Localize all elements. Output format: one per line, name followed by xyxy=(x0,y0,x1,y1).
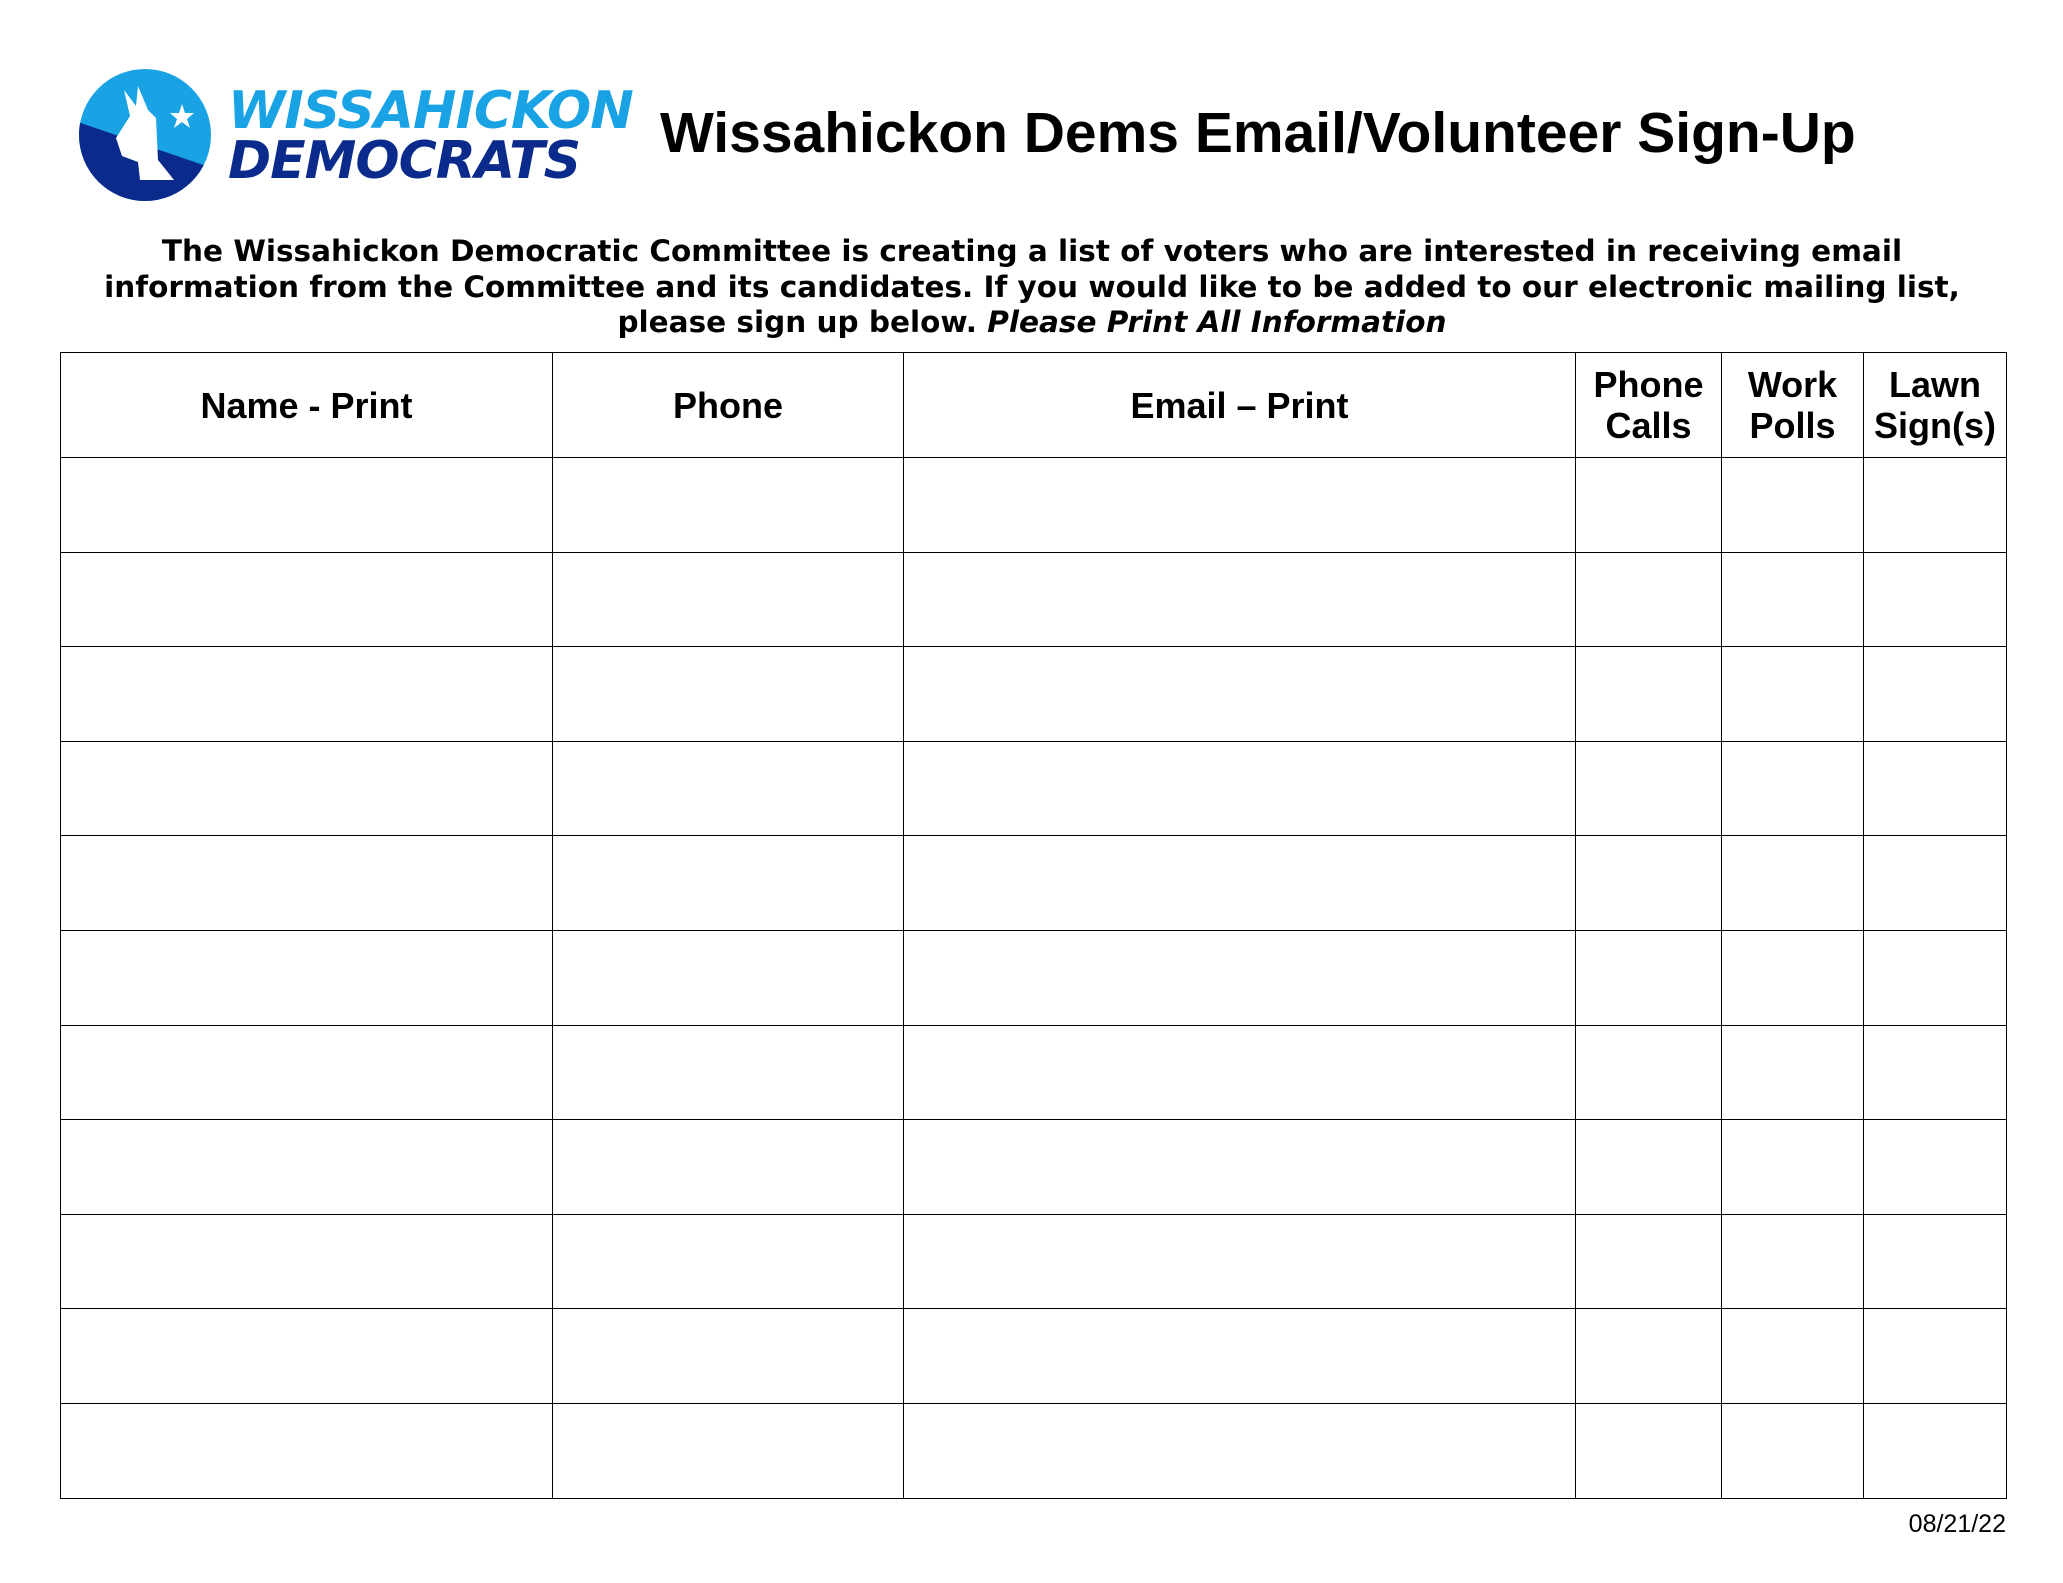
cell-work-polls xyxy=(1722,1120,1864,1215)
cell-work-polls xyxy=(1722,1403,1864,1498)
cell-name xyxy=(61,930,553,1025)
logo-wordmark xyxy=(228,81,633,191)
cell-phone xyxy=(553,647,904,742)
cell-email xyxy=(904,1025,1576,1120)
cell-phone xyxy=(553,741,904,836)
cell-phone xyxy=(553,836,904,931)
table-row xyxy=(61,836,2007,931)
header-phone xyxy=(553,353,904,458)
logo xyxy=(78,68,638,203)
cell-work-polls xyxy=(1722,930,1864,1025)
table-row xyxy=(61,1309,2007,1404)
cell-work-polls xyxy=(1722,458,1864,553)
cell-name xyxy=(61,647,553,742)
header-phone-calls-line2: Calls xyxy=(1605,405,1692,446)
signup-table-body xyxy=(61,458,2007,1499)
cell-name xyxy=(61,836,553,931)
cell-phone-calls xyxy=(1576,930,1722,1025)
table-row xyxy=(61,1025,2007,1120)
header-email-print xyxy=(904,353,1576,458)
header-lawn-signs xyxy=(1864,353,2007,458)
intro-emphasis: Please Print All Information xyxy=(987,305,1447,339)
cell-phone-calls xyxy=(1576,458,1722,553)
cell-work-polls xyxy=(1722,552,1864,647)
table-row xyxy=(61,458,2007,553)
cell-email xyxy=(904,836,1576,931)
cell-phone xyxy=(553,1214,904,1309)
cell-name xyxy=(61,1309,553,1404)
logo-line-1: WISSAHICKON xyxy=(228,81,633,141)
header-phone-calls-line1: Phone xyxy=(1593,364,1704,405)
logo-line-2: DEMOCRATS xyxy=(228,131,581,191)
header-email-print-line1: Email – Print xyxy=(1130,384,1349,426)
header-lawn-signs-line2: Sign(s) xyxy=(1874,405,1996,446)
cell-work-polls xyxy=(1722,1309,1864,1404)
cell-lawn-signs xyxy=(1864,458,2007,553)
table-row xyxy=(61,1214,2007,1309)
cell-phone xyxy=(553,1025,904,1120)
donkey-icon xyxy=(78,68,212,202)
cell-lawn-signs xyxy=(1864,1214,2007,1309)
cell-lawn-signs xyxy=(1864,1025,2007,1120)
cell-phone xyxy=(553,1120,904,1215)
cell-email xyxy=(904,1214,1576,1309)
cell-email xyxy=(904,930,1576,1025)
cell-lawn-signs xyxy=(1864,1120,2007,1215)
cell-lawn-signs xyxy=(1864,1309,2007,1404)
page-title: Wissahickon Dems Email/Volunteer Sign-Up xyxy=(660,101,1856,165)
cell-work-polls xyxy=(1722,836,1864,931)
date-stamp: 08/21/22 xyxy=(1908,1510,2006,1538)
table-row xyxy=(61,1403,2007,1498)
cell-phone xyxy=(553,1309,904,1404)
cell-lawn-signs xyxy=(1864,1403,2007,1498)
header-name-print xyxy=(61,353,553,458)
cell-name xyxy=(61,1214,553,1309)
cell-name xyxy=(61,552,553,647)
cell-email xyxy=(904,552,1576,647)
cell-lawn-signs xyxy=(1864,647,2007,742)
cell-email xyxy=(904,741,1576,836)
header-work-polls-line1: Work xyxy=(1747,364,1838,405)
cell-name xyxy=(61,1025,553,1120)
cell-name xyxy=(61,458,553,553)
cell-email xyxy=(904,1120,1576,1215)
cell-phone-calls xyxy=(1576,1120,1722,1215)
cell-work-polls xyxy=(1722,1214,1864,1309)
cell-phone xyxy=(553,1403,904,1498)
cell-email xyxy=(904,1403,1576,1498)
intro-text: The Wissahickon Democratic Committee is creating a list of voters who are interested in receiving email information from the Committee and its candidates. If you would like to be added to our electronic mailing list, please sign up below. xyxy=(104,234,1960,339)
cell-email xyxy=(904,1309,1576,1404)
header-work-polls xyxy=(1722,353,1864,458)
cell-name xyxy=(61,741,553,836)
cell-phone-calls xyxy=(1576,1309,1722,1404)
header-work-polls-line2: Polls xyxy=(1749,405,1836,446)
header-lawn-signs-line1: Lawn xyxy=(1888,364,1981,405)
cell-work-polls xyxy=(1722,741,1864,836)
cell-phone-calls xyxy=(1576,741,1722,836)
cell-phone-calls xyxy=(1576,1214,1722,1309)
cell-lawn-signs xyxy=(1864,741,2007,836)
cell-phone-calls xyxy=(1576,647,1722,742)
table-row xyxy=(61,930,2007,1025)
cell-email xyxy=(904,647,1576,742)
cell-phone-calls xyxy=(1576,1025,1722,1120)
cell-phone xyxy=(553,930,904,1025)
cell-lawn-signs xyxy=(1864,552,2007,647)
cell-lawn-signs xyxy=(1864,836,2007,931)
header-phone-calls xyxy=(1576,353,1722,458)
cell-email xyxy=(904,458,1576,553)
cell-name xyxy=(61,1403,553,1498)
cell-phone xyxy=(553,458,904,553)
table-row xyxy=(61,1120,2007,1215)
header-row xyxy=(61,353,2007,458)
signup-table xyxy=(60,352,2007,1499)
intro-paragraph xyxy=(60,234,2004,341)
cell-phone-calls xyxy=(1576,836,1722,931)
table-row xyxy=(61,647,2007,742)
cell-phone xyxy=(553,552,904,647)
header-phone-line1: Phone xyxy=(672,384,783,426)
header-name-print-line1: Name - Print xyxy=(200,384,413,426)
table-row xyxy=(61,552,2007,647)
cell-phone-calls xyxy=(1576,552,1722,647)
cell-name xyxy=(61,1120,553,1215)
cell-lawn-signs xyxy=(1864,930,2007,1025)
cell-work-polls xyxy=(1722,1025,1864,1120)
cell-phone-calls xyxy=(1576,1403,1722,1498)
cell-work-polls xyxy=(1722,647,1864,742)
table-row xyxy=(61,741,2007,836)
